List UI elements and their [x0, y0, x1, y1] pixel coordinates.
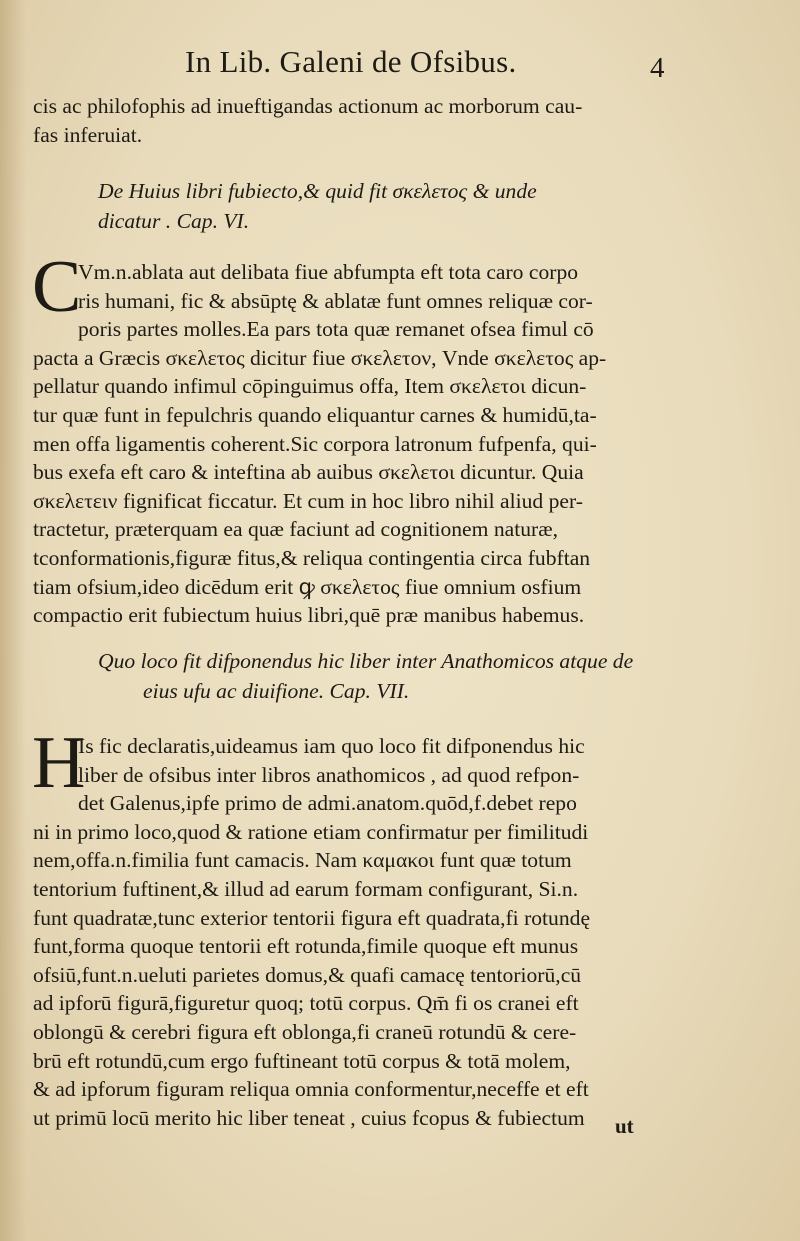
text-line: men offa ligamentis coherent.Sic corpora latronum fufpenfa, qui-: [33, 431, 597, 456]
text-line: bus exefa eft caro & inteftina ab auibus σκελετοι dicuntur. Quia: [33, 460, 584, 485]
text-line: pacta a Græcis σκελετος dicitur fiue σκελετον, Vnde σκελετος ap-: [33, 345, 607, 370]
text-line: cis ac philofophis ad inueftigandas actionum ac morborum cau-: [33, 94, 583, 118]
text-line: tentorium fuftinent,& illud ad earum formam configurant, Si.n.: [33, 876, 579, 901]
text-line: σκελετειν fignificat ficcatur. Et cum in hoc libro nihil aliud per-: [33, 488, 583, 513]
text-line: ris humani, fic & absūptę & ablatæ funt omnes reliquæ cor-: [78, 288, 593, 313]
text-line: ni in primo loco,quod & ratione etiam confirmatur per fimilitudi: [33, 819, 589, 844]
text-line: pellatur quando infimul cōpinguimus offa, Item σκελετοι dicun-: [33, 374, 587, 399]
chapter-heading-line: Quo loco fit difponendus hic liber inter Anathomicos atque de: [98, 649, 634, 673]
text-line: brū eft rotundū,cum ergo fuftineant totū corpus & totā molem,: [33, 1048, 571, 1073]
drop-cap-c: C: [32, 246, 82, 328]
chapter-heading-line: dicatur . Cap. VI.: [98, 209, 250, 233]
chapter-7-heading: [33, 646, 663, 706]
text-line: ofsiū,funt.n.ueluti parietes domus,& quafi camacę tentoriorū,cū: [33, 962, 582, 987]
text-line: compactio erit fubiectum huius libri,quē præ manibus habemus.: [33, 603, 585, 628]
drop-cap-h: H: [32, 722, 86, 804]
running-head: In Lib. Galeni de Ofsibus.: [185, 44, 517, 79]
text-line: Vm.n.ablata aut delibata fiue abfumpta eft tota caro corpo: [78, 260, 579, 284]
page-gutter-shade: [0, 0, 26, 1241]
text-line: poris partes molles.Ea pars tota quæ remanet ofsea fimul cō: [78, 317, 594, 342]
text-line: funt quadratæ,tunc exterior tentorii figura eft quadrata,fi rotundę: [33, 905, 591, 930]
chapter-heading-line: De Huius libri fubiecto,& quid fit σκελετος & unde: [98, 179, 537, 203]
text-line: oblongū & cerebri figura eft oblonga,fi craneū rotundū & cere-: [33, 1019, 577, 1044]
text-line: ut primū locū merito hic liber teneat , cuius fcopus & fubiectum: [33, 1105, 585, 1130]
text-line: fas inferuiat.: [33, 122, 143, 147]
text-line: liber de ofsibus inter libros anathomicos , ad quod refpon-: [78, 762, 580, 787]
chapter-6-heading: [33, 176, 663, 236]
chapter-heading-line: eius ufu ac diuifione. Cap. VII.: [143, 679, 410, 703]
text-line: & ad ipforum figuram reliqua omnia conformentur,neceffe et eft: [33, 1077, 589, 1102]
intro-block: [33, 92, 663, 149]
text-line: tur quæ funt in fepulchris quando eliquantur carnes & humidū,ta-: [33, 402, 597, 427]
chapter-7-body: [33, 732, 663, 1132]
text-line: funt,forma quoque tentorii eft rotunda,fimile quoque eft munus: [33, 934, 579, 959]
text-line: tiam ofsium,ideo dicēdum erit ꝙ σκελετος fiue omnium osfium: [33, 574, 582, 599]
text-line: nem,offa.n.fimilia funt camacis. Nam καμακοι funt quæ totum: [33, 848, 572, 873]
text-line: Is fic declaratis,uideamus iam quo loco fit difponendus hic: [78, 734, 585, 758]
text-line: ad ipforū figurā,figuretur quoq; totū corpus. Qm̄ fi os cranei eft: [33, 991, 579, 1016]
text-line: det Galenus,ipfe primo de admi.anatom.quōd,f.debet repo: [78, 791, 577, 816]
catchword: ut: [615, 1114, 634, 1138]
text-line: tconformationis,figuræ fitus,& reliqua contingentia circa fubftan: [33, 545, 591, 570]
chapter-6-body: [33, 258, 663, 630]
page-number: 4: [650, 52, 665, 84]
text-line: tractetur, præterquam ea quæ faciunt ad cognitionem naturæ,: [33, 517, 559, 542]
